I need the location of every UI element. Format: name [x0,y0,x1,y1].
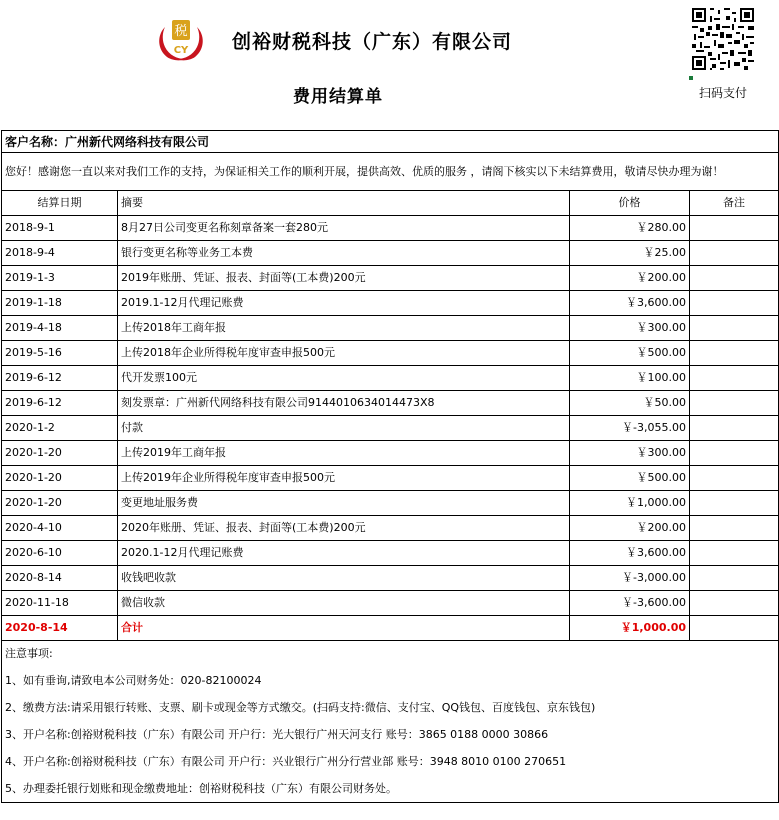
row-summary: 2019年账册、凭证、报表、封面等(工本费)200元 [118,266,570,291]
row-note [690,391,779,416]
row-price: ￥1,000.00 [570,491,690,516]
column-header-price: 价格 [570,191,690,216]
row-summary: 上传2018年工商年报 [118,316,570,341]
note-item: 5、办理委托银行划账和现金缴费地址：创裕财税科技（广东）有限公司财务处。 [2,776,779,803]
row-note [690,266,779,291]
greeting-row [2,153,779,191]
row-note [690,441,779,466]
row-date: 2020-1-20 [2,491,118,516]
table-row [2,391,779,416]
row-note [690,416,779,441]
row-price: ￥-3,000.00 [570,566,690,591]
total-row [2,616,779,641]
customer-name: 客户名称：广州新代网络科技有限公司 [2,131,779,153]
row-date: 2018-9-1 [2,216,118,241]
row-date: 2019-1-3 [2,266,118,291]
row-date: 2018-9-4 [2,241,118,266]
note-row [2,776,779,803]
note-row [2,695,779,722]
total-price: ￥1,000.00 [570,616,690,641]
note-row [2,722,779,749]
company-logo-icon [155,17,207,63]
total-label: 合计 [118,616,570,641]
row-summary: 代开发票100元 [118,366,570,391]
row-price: ￥200.00 [570,516,690,541]
row-summary: 收钱吧收款 [118,566,570,591]
note-item: 3、开户名称:创裕财税科技（广东）有限公司 开户行：光大银行广州天河支行 账号：3865 0188 0000 30866 [2,722,779,749]
row-note [690,216,779,241]
row-date: 2019-6-12 [2,366,118,391]
total-date: 2020-8-14 [2,616,118,641]
table-row [2,566,779,591]
qr-marker-icon [689,76,693,80]
greeting-text: 您好！感谢您一直以来对我们工作的支持，为保证相关工作的顺利开展，提供高效、优质的服务 ，请阁下核实以下未结算费用，敬请尽快办理为谢！ [2,153,779,191]
row-price: ￥3,600.00 [570,541,690,566]
row-summary: 上传2019年工商年报 [118,441,570,466]
table-row [2,441,779,466]
qr-caption: 扫码支付 [699,86,748,100]
document-header [0,0,779,130]
row-date: 2020-11-18 [2,591,118,616]
table-row [2,416,779,441]
company-name: 创裕财税科技（广东）有限公司 [232,31,513,53]
row-note [690,316,779,341]
row-summary: 8月27日公司变更名称刻章备案一套280元 [118,216,570,241]
row-summary: 上传2019年企业所得税年度审查申报500元 [118,466,570,491]
note-item: 2、缴费方法:请采用银行转账、支票、刷卡或现金等方式缴交。(扫码支持:微信、支付宝、QQ钱包、百度钱包、京东钱包) [2,695,779,722]
row-date: 2020-1-20 [2,441,118,466]
row-date: 2020-4-10 [2,516,118,541]
row-price: ￥3,600.00 [570,291,690,316]
row-summary: 变更地址服务费 [118,491,570,516]
row-note [690,566,779,591]
row-summary: 付款 [118,416,570,441]
row-date: 2020-1-2 [2,416,118,441]
table-row [2,366,779,391]
note-row [2,668,779,695]
row-note [690,541,779,566]
row-summary: 2020.1-12月代理记账费 [118,541,570,566]
row-note [690,466,779,491]
row-price: ￥500.00 [570,341,690,366]
row-date: 2019-6-12 [2,391,118,416]
row-date: 2019-4-18 [2,316,118,341]
row-summary: 银行变更名称等业务工本费 [118,241,570,266]
table-row [2,266,779,291]
settlement-table [1,130,779,803]
row-note [690,491,779,516]
row-price: ￥-3,600.00 [570,591,690,616]
logo-text: CY [173,45,189,56]
total-note [690,616,779,641]
row-price: ￥300.00 [570,316,690,341]
row-summary: 微信收款 [118,591,570,616]
table-row [2,516,779,541]
row-date: 2020-8-14 [2,566,118,591]
column-header-row [2,191,779,216]
notes-heading: 注意事项: [2,641,779,668]
table-row [2,216,779,241]
table-row [2,541,779,566]
note-row [2,641,779,668]
row-date: 2020-6-10 [2,541,118,566]
row-note [690,291,779,316]
note-item: 1、如有垂询,请致电本公司财务处：020-82100024 [2,668,779,695]
logo-glyph: 税 [174,24,188,39]
row-price: ￥280.00 [570,216,690,241]
table-row [2,291,779,316]
row-summary: 2019.1-12月代理记账费 [118,291,570,316]
row-note [690,516,779,541]
row-note [690,366,779,391]
row-price: ￥-3,055.00 [570,416,690,441]
column-header-note: 备注 [690,191,779,216]
column-header-summary: 摘要 [118,191,570,216]
row-note [690,591,779,616]
row-summary: 上传2018年企业所得税年度审查申报500元 [118,341,570,366]
row-price: ￥25.00 [570,241,690,266]
row-note [690,241,779,266]
row-price: ￥50.00 [570,391,690,416]
note-row [2,749,779,776]
row-price: ￥100.00 [570,366,690,391]
table-row [2,316,779,341]
table-row [2,466,779,491]
document-title: 费用结算单 [293,87,383,107]
row-note [690,341,779,366]
row-date: 2019-5-16 [2,341,118,366]
column-header-date: 结算日期 [2,191,118,216]
customer-row [2,131,779,153]
row-date: 2019-1-18 [2,291,118,316]
row-summary: 2020年账册、凭证、报表、封面等(工本费)200元 [118,516,570,541]
notes-section [2,641,779,803]
payment-qr-code[interactable] [690,5,756,73]
note-item: 4、开户名称:创裕财税科技（广东）有限公司 开户行：兴业银行广州分行营业部 账号：3948 8010 0100 270651 [2,749,779,776]
table-row [2,491,779,516]
row-price: ￥200.00 [570,266,690,291]
table-row [2,241,779,266]
table-row [2,591,779,616]
row-date: 2020-1-20 [2,466,118,491]
row-summary: 刻发票章：广州新代网络科技有限公司9144010634014473X8 [118,391,570,416]
row-price: ￥500.00 [570,466,690,491]
row-price: ￥300.00 [570,441,690,466]
table-row [2,341,779,366]
